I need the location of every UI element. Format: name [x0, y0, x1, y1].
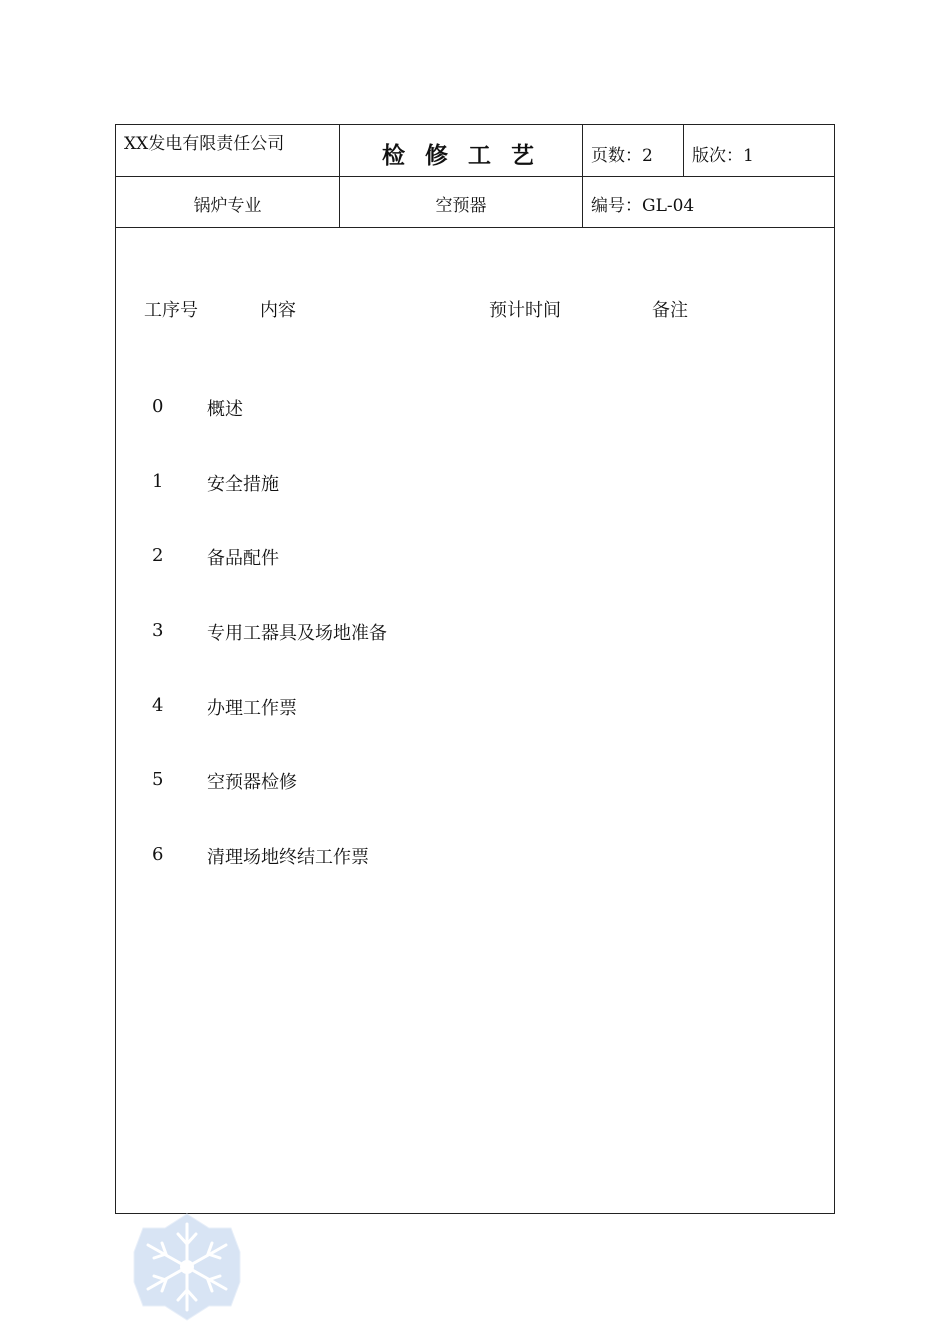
version-number: 版次：1 — [692, 146, 754, 166]
page-number: 页数：2 — [591, 146, 653, 166]
step-number: 2 — [152, 545, 164, 566]
step-content: 安全措施 — [207, 474, 279, 495]
step-content: 概述 — [207, 399, 243, 420]
step-number: 4 — [152, 695, 164, 716]
company-name: XX发电有限责任公司 — [124, 134, 285, 154]
step-content: 专用工器具及场地准备 — [207, 623, 387, 644]
snowflake-logo-icon — [128, 1212, 246, 1322]
document-frame — [115, 124, 835, 1214]
header-col-line-3 — [683, 125, 684, 176]
step-number: 0 — [152, 396, 164, 417]
step-content: 办理工作票 — [207, 698, 297, 719]
column-remarks: 备注 — [652, 300, 688, 321]
column-content: 内容 — [260, 300, 296, 321]
specialty: 锅炉专业 — [193, 196, 262, 216]
equipment-name: 空预器 — [435, 196, 487, 216]
step-content: 清理场地终结工作票 — [207, 847, 369, 868]
step-number: 1 — [152, 471, 164, 492]
header-col-line-2 — [582, 125, 583, 227]
step-number: 3 — [152, 620, 164, 641]
header-divider-1 — [116, 176, 834, 177]
header-divider-2 — [116, 227, 834, 228]
document-title: 检 修 工 艺 — [381, 143, 541, 169]
step-content: 空预器检修 — [207, 772, 297, 793]
step-number: 5 — [152, 769, 164, 790]
document-code: 编号：GL-04 — [591, 196, 695, 216]
column-step-no: 工序号 — [144, 300, 198, 321]
column-estimated-time: 预计时间 — [489, 300, 561, 321]
step-number: 6 — [152, 844, 164, 865]
step-content: 备品配件 — [207, 548, 279, 569]
